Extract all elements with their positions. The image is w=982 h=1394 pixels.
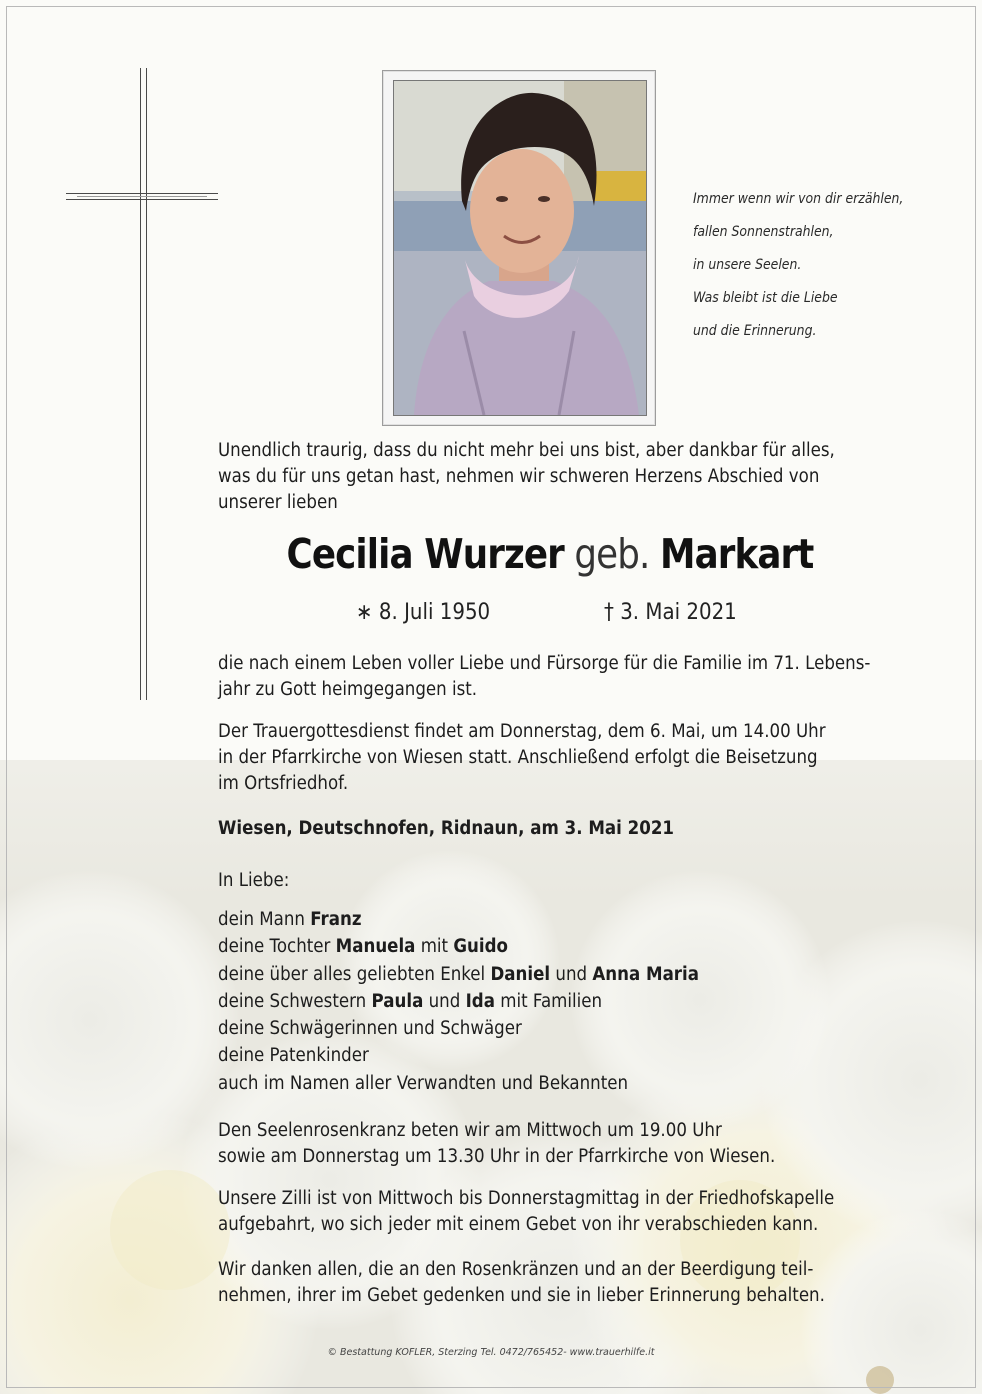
passing-paragraph: [218, 651, 871, 703]
full-name: Cecilia Wurzer: [286, 530, 564, 578]
text-line: in der Pfarrkirche von Wiesen statt. Anschließend erfolgt die Beisetzung: [218, 747, 818, 768]
service-paragraph: [218, 719, 848, 797]
nee-label: geb.: [574, 530, 650, 578]
birth-date: ∗ 8. Juli 1950: [356, 600, 491, 625]
intro-paragraph: [218, 438, 848, 516]
mourner-line: deine Schwestern Paula und Ida mit Familien: [218, 990, 603, 1012]
text-line: aufgebahrt, wo sich jeder mit einem Gebet von ihr verabschieden kann.: [218, 1214, 819, 1235]
poem-line: fallen Sonnenstrahlen,: [693, 224, 834, 240]
text-line: die nach einem Leben voller Liebe und Fürsorge für die Familie im 71. Lebens-: [218, 653, 871, 674]
text-line: Wiesen, Deutschnofen, Ridnaun, am 3. Mai 2021: [218, 818, 675, 839]
laid-out-paragraph: [218, 1186, 848, 1238]
poem-line: Immer wenn wir von dir erzählen,: [693, 191, 904, 207]
poem: [693, 183, 925, 348]
text-line: im Ortsfriedhof.: [218, 773, 349, 794]
death-date: † 3. Mai 2021: [604, 600, 737, 625]
mourners-list: [218, 906, 848, 1097]
text-line: Unsere Zilli ist von Mittwoch bis Donnerstagmittag in der Friedhofskapelle: [218, 1188, 835, 1209]
mourner-line: auch im Namen aller Verwandten und Bekannten: [218, 1072, 629, 1094]
rosary-paragraph: [218, 1118, 848, 1170]
poem-line: Was bleibt ist die Liebe: [693, 290, 838, 306]
mourner-line: deine Patenkinder: [218, 1045, 369, 1067]
text-line: jahr zu Gott heimgegangen ist.: [218, 679, 478, 700]
poem-line: in unsere Seelen.: [693, 257, 802, 273]
poem-line: und die Erinnerung.: [693, 323, 817, 339]
text-line: sowie am Donnerstag um 13.30 Uhr in der Pfarrkirche von Wiesen.: [218, 1146, 776, 1167]
portrait-photo: [393, 80, 647, 416]
place-date: [218, 816, 848, 842]
deceased-name: [72, 530, 982, 578]
mourner-line: deine Schwägerinnen und Schwäger: [218, 1018, 522, 1040]
text-line: Unendlich traurig, dass du nicht mehr bei uns bist, aber dankbar für alles,: [218, 440, 835, 461]
funeral-home-footer: © Bestattung KOFLER, Sterzing Tel. 0472/765452- www.trauerhilfe.it: [327, 1347, 655, 1358]
text-line: nehmen, ihrer im Gebet gedenken und sie in lieber Erinnerung behalten.: [218, 1285, 825, 1306]
text-line: unserer lieben: [218, 492, 338, 513]
thanks-paragraph: [218, 1257, 848, 1309]
maiden-name: Markart: [659, 530, 814, 578]
mourner-line: dein Mann Franz: [218, 909, 362, 930]
mourner-line: deine über alles geliebten Enkel Daniel und Anna Maria: [218, 963, 699, 985]
text-line: Der Trauergottesdienst findet am Donnerstag, dem 6. Mai, um 14.00 Uhr: [218, 721, 826, 742]
text-line: In Liebe:: [218, 870, 290, 891]
text-line: Wir danken allen, die an den Rosenkränzen und an der Beerdigung teil-: [218, 1259, 814, 1280]
text-line: was du für uns getan hast, nehmen wir schweren Herzens Abschied von: [218, 466, 820, 487]
in-love-label: [218, 868, 848, 894]
mourner-line: deine Tochter Manuela mit Guido: [218, 936, 508, 958]
text-line: Den Seelenrosenkranz beten wir am Mittwoch um 19.00 Uhr: [218, 1120, 722, 1141]
